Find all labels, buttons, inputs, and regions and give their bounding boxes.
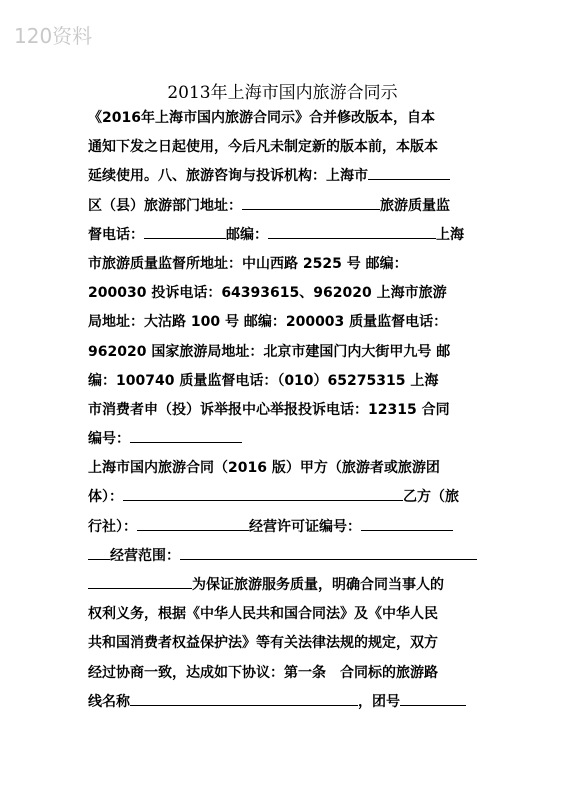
blank-field (137, 515, 249, 531)
text: 线名称 (88, 693, 130, 710)
blank-field (123, 485, 403, 501)
text-line (88, 308, 480, 337)
blank-field (130, 427, 242, 443)
text-line (88, 338, 480, 367)
text: 督电话： (88, 226, 144, 243)
document-body (88, 104, 480, 717)
text: 上海 (436, 226, 464, 243)
text: 市旅游质量监督所地址：中山西路 2525 号 邮编： (88, 255, 408, 272)
text-line (88, 571, 480, 600)
text: 局地址：大沽路 100 号 邮编：200003 质量监督电话： (88, 314, 448, 331)
text-line (88, 162, 480, 191)
blank-field (400, 690, 466, 706)
text-line (88, 279, 480, 308)
text: 经营许可证编号： (249, 518, 361, 535)
text-line (88, 250, 480, 279)
text-line (88, 192, 480, 221)
text-line (88, 221, 480, 250)
blank-field (361, 515, 453, 531)
text-line (88, 542, 480, 571)
text: 乙方（旅 (403, 489, 459, 506)
text-line (88, 659, 480, 688)
text-line (88, 454, 480, 483)
text: 上海市国内旅游合同（2016 版）甲方（旅游者或旅游团 (88, 460, 440, 477)
text-line (88, 629, 480, 658)
text-line (88, 600, 480, 629)
text: 行社）： (88, 518, 137, 535)
text-line (88, 425, 480, 454)
text: 权利义务，根据《中华人民共和国合同法》及《中华人民 (88, 606, 438, 623)
text: 区（县）旅游部门地址： (88, 197, 242, 214)
blank-field (268, 223, 436, 239)
text: 编：100740 质量监督电话：（010）65275315 上海 (88, 372, 439, 389)
text-line (88, 513, 480, 542)
blank-field (242, 194, 380, 210)
blank-field (130, 690, 358, 706)
text: ，团号 (358, 693, 400, 710)
text: 《2016年上海市国内旅游合同示》合并修改版本，自本 (88, 110, 435, 126)
blank-field (88, 573, 192, 589)
text-line (88, 483, 480, 512)
text-line (88, 367, 480, 396)
text: 邮编： (226, 226, 268, 243)
blank-field (368, 164, 450, 180)
text-line (88, 396, 480, 425)
blank-field (180, 544, 477, 560)
text: 为保证旅游服务质量，明确合同当事人的 (192, 577, 444, 593)
text: 旅游质量监 (380, 197, 450, 214)
text: 200030 投诉电话：64393615、962020 上海市旅游 (88, 285, 447, 302)
page-title: 2013年上海市国内旅游合同示 (167, 83, 398, 103)
text: 经过协商一致，达成如下协议：第一条 合同标的旅游路 (88, 664, 438, 681)
blank-field (144, 223, 226, 239)
text: 体）： (88, 489, 123, 506)
watermark: 120资料 (14, 24, 93, 48)
blank-field (88, 544, 110, 560)
text: 延续使用。八、旅游咨询与投诉机构：上海市 (88, 168, 368, 185)
text-line (88, 104, 480, 133)
text: 通知下发之日起使用，今后凡未制定新的版本前，本版本 (88, 139, 438, 156)
text-line (88, 133, 480, 162)
text: 经营范围： (110, 547, 180, 564)
text: 共和国消费者权益保护法》等有关法律法规的规定，双方 (88, 635, 438, 652)
text: 编号： (88, 431, 130, 448)
text: 962020 国家旅游局地址：北京市建国门内大街甲九号 邮 (88, 343, 451, 360)
text-line (88, 688, 480, 717)
text: 市消费者申（投）诉举报中心举报投诉电话：12315 合同 (88, 401, 450, 418)
